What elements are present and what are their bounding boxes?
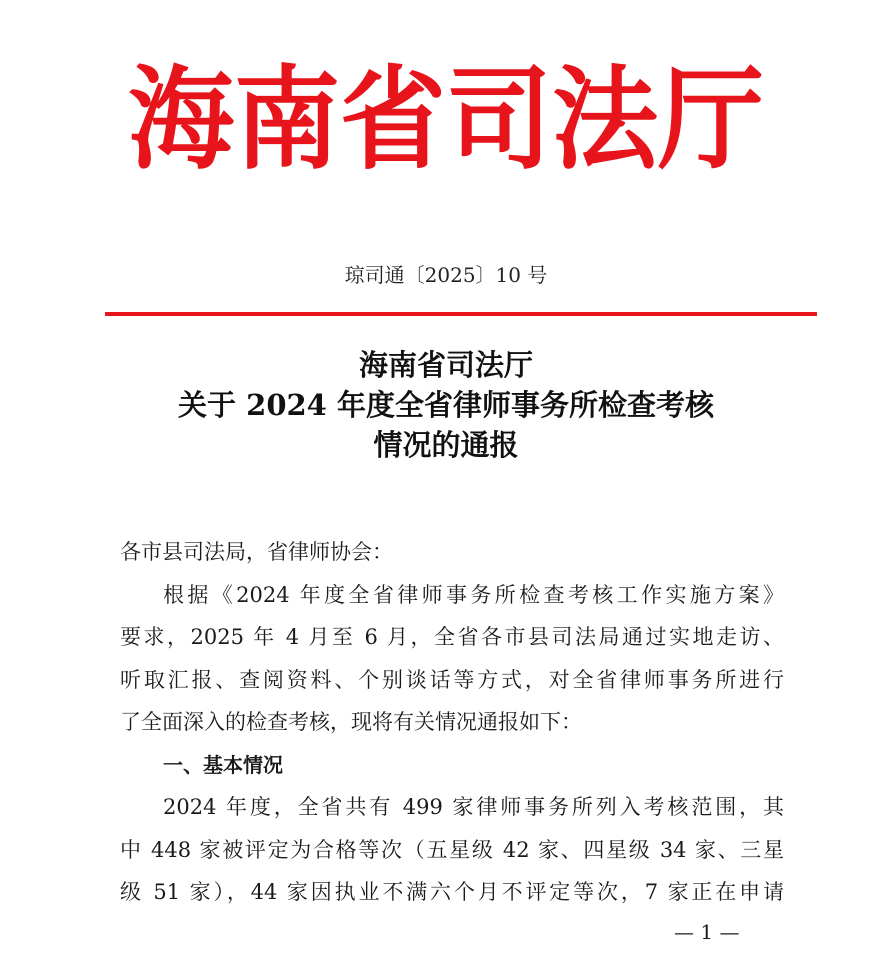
paragraph-line: 级 51 家），44 家因执业不满六个月不评定等次，7 家正在申请 (120, 880, 784, 904)
letterhead-title: 海南省司法厅 (128, 52, 764, 185)
title-line: 海南省司法厅 (358, 348, 533, 382)
salutation: 各市县司法局，省律师协会： (120, 540, 393, 564)
title-line: 情况的通报 (373, 428, 519, 462)
paragraph-line: 2024 年度，全省共有 499 家律师事务所列入考核范围，其 (163, 795, 784, 819)
document-number: 琼司通〔2025〕10 号 (344, 263, 548, 287)
section-heading: 一、基本情况 (163, 752, 283, 777)
paragraph-line: 听取汇报、查阅资料、个别谈话等方式，对全省律师事务所进行 (120, 667, 784, 692)
paragraph-line: 中 448 家被评定为合格等次（五星级 42 家、四星级 34 家、三星 (120, 837, 784, 862)
page-number: — 1 — (674, 920, 740, 944)
paragraph-line: 要求，2025 年 4 月至 6 月，全省各市县司法局通过实地走访、 (120, 625, 784, 649)
document-title (0, 345, 892, 465)
paragraph-line: 了全面深入的检查考核，现将有关情况通报如下： (120, 710, 582, 734)
document-body (120, 531, 784, 914)
paragraph-line: 根据《2024 年度全省律师事务所检查考核工作实施方案》 (163, 582, 784, 607)
red-divider-line (105, 312, 817, 316)
title-line: 关于 2024 年度全省律师事务所检查考核 (178, 388, 714, 422)
